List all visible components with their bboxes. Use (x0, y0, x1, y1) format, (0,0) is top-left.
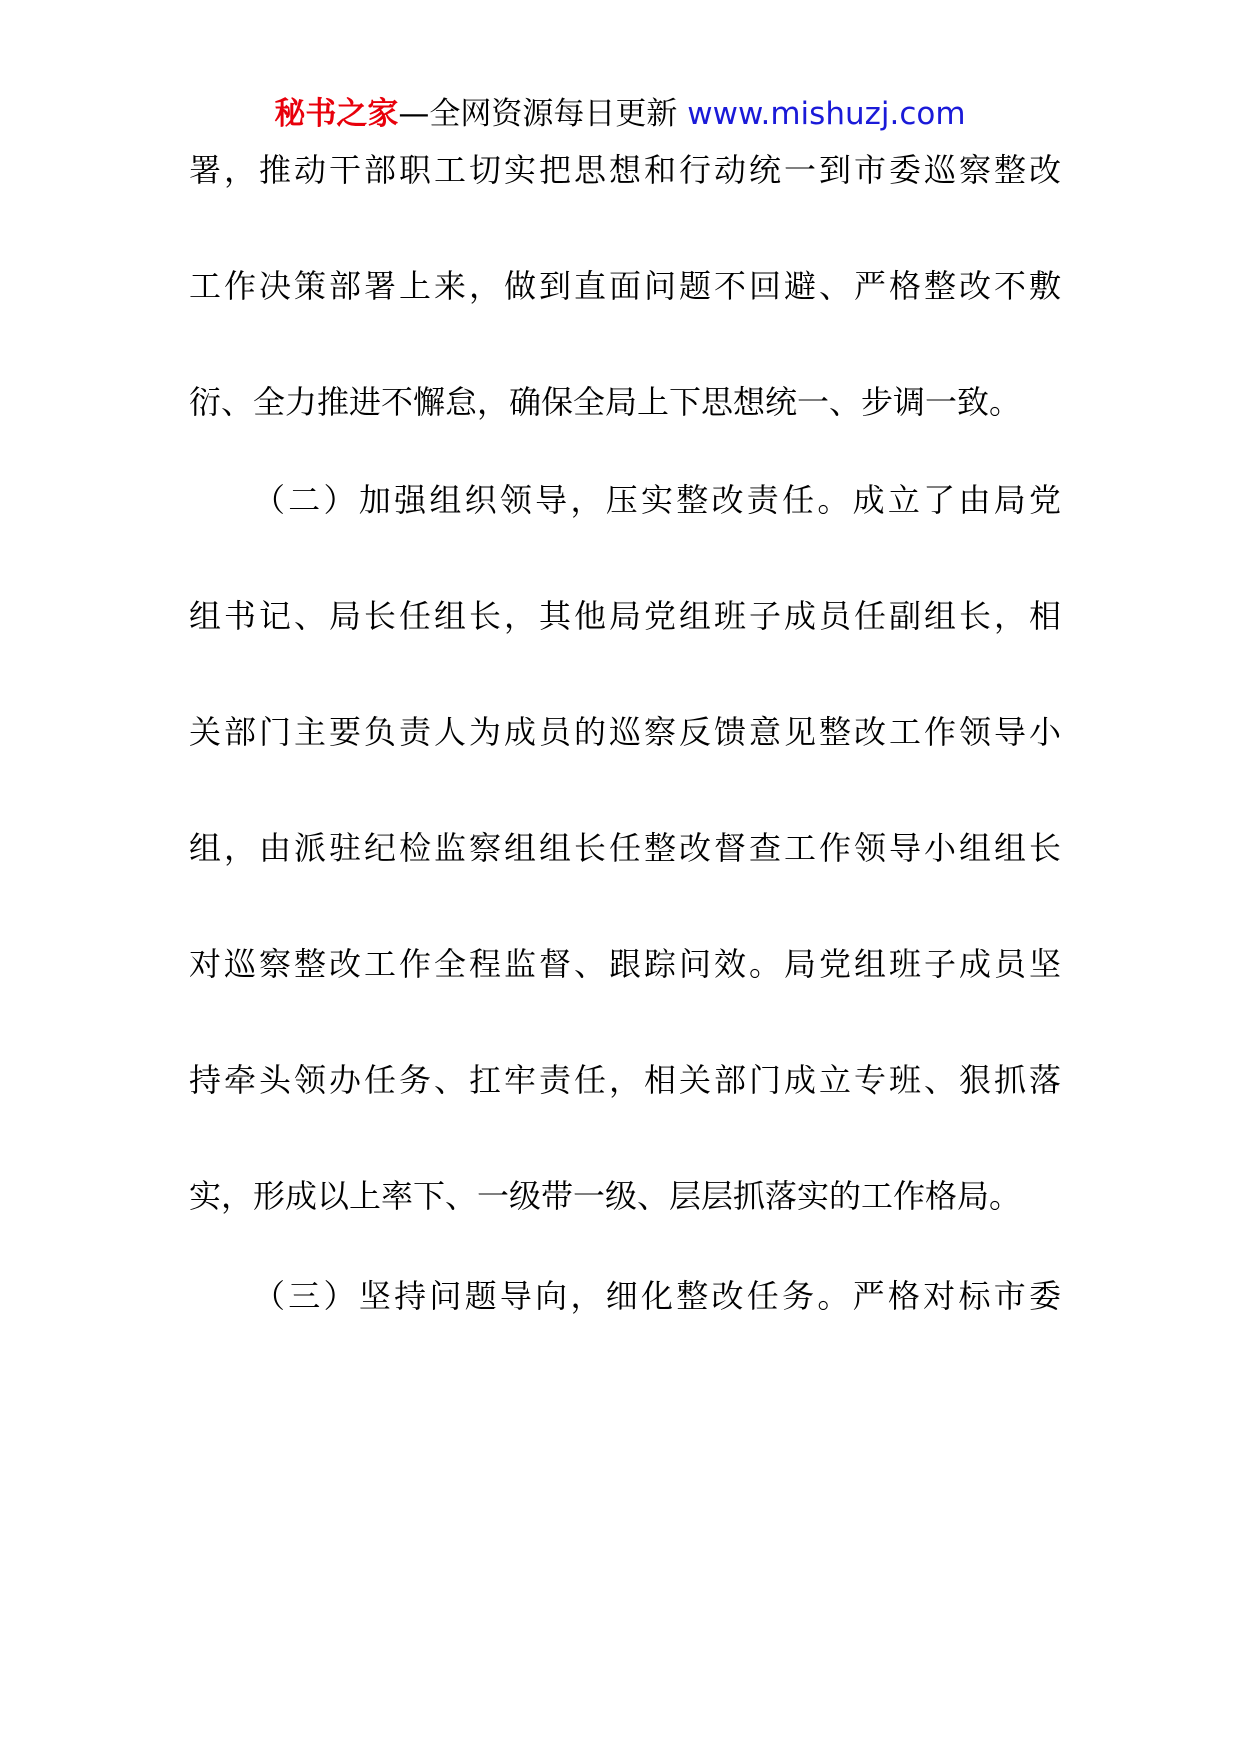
paragraph-line: 持牵头领办任务、扛牢责任，相关部门成立专班、狠抓落 (189, 1061, 1061, 1099)
paragraph-line: 组书记、局长任组长，其他局党组班子成员任副组长，相 (189, 597, 1061, 635)
paragraph-line: （三）坚持问题导向，细化整改任务。严格对标市委 (253, 1277, 1061, 1315)
paragraph-line: 衍、全力推进不懈怠，确保全局上下思想统一、步调一致。 (189, 383, 1022, 421)
page-header (0, 94, 1240, 134)
paragraph-line: 关部门主要负责人为成员的巡察反馈意见整改工作领导小 (189, 713, 1061, 751)
paragraph-line: 工作决策部署上来，做到直面问题不回避、严格整改不敷 (189, 267, 1061, 305)
header-slogan: —全网资源每日更新 (398, 96, 688, 132)
paragraph-line: 组，由派驻纪检监察组组长任整改督查工作领导小组组长 (189, 829, 1061, 867)
paragraph-line: （二）加强组织领导，压实整改责任。成立了由局党 (253, 481, 1061, 519)
paragraph-line: 实，形成以上率下、一级带一级、层层抓落实的工作格局。 (189, 1177, 1022, 1215)
paragraph-line: 署，推动干部职工切实把思想和行动统一到市委巡察整改 (189, 151, 1061, 189)
paragraph-line: 对巡察整改工作全程监督、跟踪问效。局党组班子成员坚 (189, 945, 1061, 983)
header-url: www.mishuzj.com (687, 96, 966, 132)
header-brand: 秘书之家 (274, 96, 399, 132)
